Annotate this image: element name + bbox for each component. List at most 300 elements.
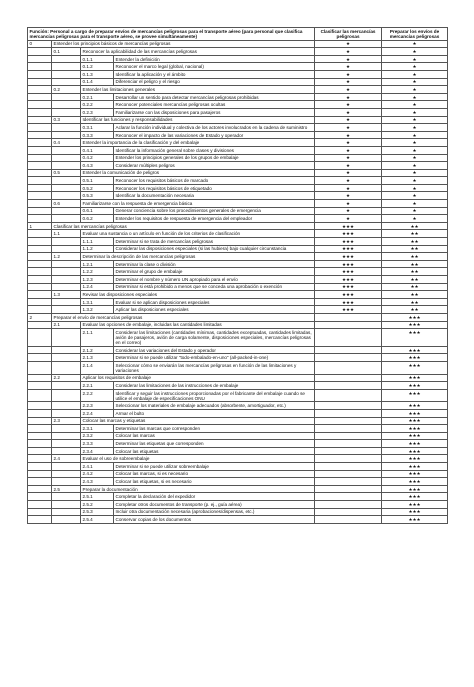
prepare-column-header: Preparar los envíos de mercancías peligrosas: [382, 28, 448, 41]
indent-cell: [28, 470, 52, 478]
table-row: [28, 177, 448, 185]
item-number: 1.1.1: [81, 238, 114, 246]
table-row: [28, 389, 448, 402]
item-number: 2.4.3: [81, 478, 114, 486]
indent-cell: [28, 108, 52, 116]
prepare-rating: ★: [382, 55, 448, 63]
classify-rating: [315, 516, 382, 524]
indent-cell: [52, 298, 81, 306]
prepare-rating: ★: [382, 86, 448, 94]
table-row: [28, 447, 448, 455]
table-row: [28, 321, 448, 329]
table-row: [28, 485, 448, 493]
table-row: [28, 501, 448, 509]
indent-cell: [52, 93, 81, 101]
item-description: Considerar múltiples peligros: [114, 162, 315, 170]
table-row: [28, 101, 448, 109]
classify-rating: ★: [315, 200, 382, 208]
item-description: Desarrollar un sentido para detectar mercancías peligrosas prohibidas: [114, 93, 315, 101]
item-number: 0.5.2: [81, 184, 114, 192]
table-row: [28, 425, 448, 433]
item-number: 1.2: [52, 253, 81, 261]
prepare-rating: ★★★: [382, 374, 448, 382]
indent-cell: [52, 463, 81, 471]
indent-cell: [28, 501, 52, 509]
item-description: Revisar las disposiciones especiales: [81, 291, 315, 299]
indent-cell: [52, 63, 81, 71]
indent-cell: [28, 245, 52, 253]
classify-rating: [315, 382, 382, 390]
table-row: [28, 283, 448, 291]
classify-rating: ★★★: [315, 268, 382, 276]
classify-rating: ★: [315, 124, 382, 132]
item-description: Reconocer los requisitos básicos de etiquetado: [114, 184, 315, 192]
table-row: [28, 516, 448, 524]
table-row: [28, 493, 448, 501]
indent-cell: [52, 192, 81, 200]
table-body: [28, 40, 448, 523]
classify-rating: ★: [315, 101, 382, 109]
prepare-rating: ★: [382, 131, 448, 139]
indent-cell: [52, 268, 81, 276]
table-row: [28, 455, 448, 463]
prepare-rating: ★: [382, 146, 448, 154]
indent-cell: [28, 463, 52, 471]
item-description: Familiarizarse con las disposiciones para pasajeros: [114, 108, 315, 116]
classify-rating: [315, 321, 382, 329]
indent-cell: [28, 382, 52, 390]
item-description: Identificar las funciones y responsabilidades: [81, 116, 315, 124]
table-row: [28, 329, 448, 347]
item-number: 2.3.1: [81, 425, 114, 433]
item-number: 2.5: [52, 485, 81, 493]
indent-cell: [28, 55, 52, 63]
item-description: Considerar las limitaciones de las instrucciones de embalaje: [114, 382, 315, 390]
indent-cell: [28, 478, 52, 486]
item-number: 0.2: [52, 86, 81, 94]
indent-cell: [28, 146, 52, 154]
table-row: [28, 313, 448, 321]
table-row: [28, 409, 448, 417]
item-number: 0.1.4: [81, 78, 114, 86]
indent-cell: [52, 329, 81, 347]
item-number: 0.1: [52, 48, 81, 56]
item-description: Entender los requisitos de respuesta de emergencia del empleador: [114, 215, 315, 223]
item-description: Clasificar las mercancías peligrosas: [52, 222, 315, 230]
item-description: Familiarizarse con la respuesta de emergencia básica: [81, 200, 315, 208]
prepare-rating: ★: [382, 108, 448, 116]
item-number: 0.6.1: [81, 207, 114, 215]
prepare-rating: ★: [382, 154, 448, 162]
item-description: Armar el bulto: [114, 409, 315, 417]
table-row: [28, 154, 448, 162]
table-row: [28, 245, 448, 253]
indent-cell: [28, 253, 52, 261]
item-number: 2.3: [52, 417, 81, 425]
prepare-rating: ★: [382, 215, 448, 223]
classify-rating: ★★★: [315, 238, 382, 246]
prepare-rating: ★: [382, 162, 448, 170]
classify-rating: [315, 455, 382, 463]
table-row: [28, 508, 448, 516]
item-description: Evaluar el uso de sobreembalaje: [81, 455, 315, 463]
classify-rating: [315, 354, 382, 362]
classify-rating: ★: [315, 192, 382, 200]
classify-rating: ★★★: [315, 253, 382, 261]
indent-cell: [28, 207, 52, 215]
table-row: [28, 86, 448, 94]
item-number: 2.3.4: [81, 447, 114, 455]
item-number: 0.2.2: [81, 101, 114, 109]
item-number: 0.5.3: [81, 192, 114, 200]
indent-cell: [52, 361, 81, 374]
classify-rating: ★: [315, 162, 382, 170]
item-number: 0.3.3: [81, 131, 114, 139]
prepare-rating: ★: [382, 192, 448, 200]
prepare-rating: ★★★: [382, 361, 448, 374]
item-description: Entender las limitaciones generales: [81, 86, 315, 94]
classify-rating: ★: [315, 86, 382, 94]
prepare-rating: ★★★: [382, 501, 448, 509]
indent-cell: [28, 417, 52, 425]
prepare-rating: ★★: [382, 260, 448, 268]
table-row: [28, 268, 448, 276]
table-row: [28, 124, 448, 132]
table-row: [28, 131, 448, 139]
table-row: [28, 162, 448, 170]
table-row: [28, 478, 448, 486]
item-description: Completar otros documentos de transporte (p. ej., guía aérea): [114, 501, 315, 509]
indent-cell: [28, 154, 52, 162]
indent-cell: [28, 508, 52, 516]
classify-rating: ★: [315, 131, 382, 139]
item-description: Completar la declaración del expedidor: [114, 493, 315, 501]
header-row: [28, 28, 448, 41]
prepare-rating: ★★★: [382, 382, 448, 390]
prepare-rating: ★★★: [382, 346, 448, 354]
indent-cell: [52, 493, 81, 501]
indent-cell: [52, 177, 81, 185]
indent-cell: [28, 409, 52, 417]
item-number: 2.3.3: [81, 440, 114, 448]
item-description: Determinar la clase o división: [114, 260, 315, 268]
classify-rating: ★: [315, 177, 382, 185]
prepare-rating: ★: [382, 200, 448, 208]
indent-cell: [28, 516, 52, 524]
table-row: [28, 291, 448, 299]
indent-cell: [52, 55, 81, 63]
item-description: Entender la importancia de la clasificación y del embalaje: [81, 139, 315, 147]
item-number: 0.2.1: [81, 93, 114, 101]
item-number: 0.1.2: [81, 63, 114, 71]
indent-cell: [52, 108, 81, 116]
item-description: Evaluar una sustancia o un artículo en función de los criterios de clasificación: [81, 230, 315, 238]
classify-rating: [315, 493, 382, 501]
indent-cell: [52, 124, 81, 132]
prepare-rating: ★★★: [382, 329, 448, 347]
item-number: 0.5: [52, 169, 81, 177]
item-description: Considerar las limitaciones (cantidades mínimas, cantidades exceptuadas, cantidades limitadas, avión de pasajeros, avión de carga solamente, disposiciones especiales, mercancías peligrosas en el correo): [114, 329, 315, 347]
indent-cell: [52, 508, 81, 516]
classify-rating: ★: [315, 169, 382, 177]
table-row: [28, 70, 448, 78]
prepare-rating: ★: [382, 63, 448, 71]
item-description: Entender la comunicación de peligros: [81, 169, 315, 177]
item-number: 2.5.3: [81, 508, 114, 516]
table-row: [28, 48, 448, 56]
indent-cell: [28, 63, 52, 71]
item-description: Reconocer el marco legal (global, nacional): [114, 63, 315, 71]
table-row: [28, 222, 448, 230]
indent-cell: [52, 447, 81, 455]
item-description: Colocar las marcas, si es necesario: [114, 470, 315, 478]
indent-cell: [28, 169, 52, 177]
classify-rating: [315, 361, 382, 374]
prepare-rating: ★★: [382, 276, 448, 284]
item-number: 2.2.4: [81, 409, 114, 417]
indent-cell: [28, 131, 52, 139]
indent-cell: [28, 455, 52, 463]
classify-rating: ★★★: [315, 230, 382, 238]
classify-rating: ★: [315, 63, 382, 71]
prepare-rating: ★★: [382, 283, 448, 291]
item-number: 2.2.1: [81, 382, 114, 390]
indent-cell: [28, 184, 52, 192]
prepare-rating: ★★★: [382, 470, 448, 478]
prepare-rating: ★★: [382, 238, 448, 246]
prepare-rating: ★★: [382, 222, 448, 230]
indent-cell: [52, 283, 81, 291]
prepare-rating: ★: [382, 184, 448, 192]
item-description: Entender los principios básicos de mercancías peligrosas: [52, 40, 315, 48]
item-number: 2.3.2: [81, 432, 114, 440]
table-row: [28, 238, 448, 246]
classify-rating: [315, 374, 382, 382]
item-number: 1.3: [52, 291, 81, 299]
classify-rating: [315, 463, 382, 471]
prepare-rating: ★★★: [382, 463, 448, 471]
item-number: 2.1.1: [81, 329, 114, 347]
prepare-rating: ★★★: [382, 417, 448, 425]
classify-rating: ★: [315, 108, 382, 116]
indent-cell: [52, 207, 81, 215]
indent-cell: [28, 402, 52, 410]
prepare-rating: ★★★: [382, 508, 448, 516]
indent-cell: [28, 268, 52, 276]
item-number: 0.3.1: [81, 124, 114, 132]
table-row: [28, 63, 448, 71]
indent-cell: [28, 298, 52, 306]
indent-cell: [28, 374, 52, 382]
prepare-rating: ★★: [382, 230, 448, 238]
item-number: 2.5.1: [81, 493, 114, 501]
item-number: 2.1.2: [81, 346, 114, 354]
table-row: [28, 108, 448, 116]
indent-cell: [52, 470, 81, 478]
classify-rating: [315, 501, 382, 509]
indent-cell: [28, 276, 52, 284]
indent-cell: [52, 402, 81, 410]
competency-table: [27, 27, 448, 524]
item-description: Determinar si se puede utilizar "todo-embalado-en-uno" (all-packed-in-one): [114, 354, 315, 362]
indent-cell: [28, 177, 52, 185]
classify-rating: ★★★: [315, 276, 382, 284]
item-description: Colocar las etiquetas, si es necesario: [114, 478, 315, 486]
classify-rating: [315, 485, 382, 493]
table-row: [28, 382, 448, 390]
table-row: [28, 116, 448, 124]
item-number: 1.3.1: [81, 298, 114, 306]
classify-column-header: Clasificar las mercancías peligrosas: [315, 28, 382, 41]
classify-rating: ★★★: [315, 222, 382, 230]
indent-cell: [28, 389, 52, 402]
item-description: Determinar el grupo de embalaje: [114, 268, 315, 276]
classify-rating: [315, 389, 382, 402]
item-description: Reconocer la aplicabilidad de las mercancías peligrosas: [81, 48, 315, 56]
indent-cell: [52, 215, 81, 223]
prepare-rating: ★★: [382, 306, 448, 314]
item-description: Seleccionar cómo se enviarán las mercancías peligrosas en función de las limitaciones y variaciones: [114, 361, 315, 374]
classify-rating: [315, 425, 382, 433]
table-row: [28, 40, 448, 48]
indent-cell: [52, 389, 81, 402]
table-row: [28, 276, 448, 284]
item-number: 0.1.1: [81, 55, 114, 63]
indent-cell: [28, 485, 52, 493]
table-row: [28, 354, 448, 362]
item-description: Diferenciar el peligro y el riesgo: [114, 78, 315, 86]
prepare-rating: ★★★: [382, 432, 448, 440]
table-row: [28, 184, 448, 192]
classify-rating: [315, 346, 382, 354]
indent-cell: [28, 283, 52, 291]
prepare-rating: ★: [382, 207, 448, 215]
indent-cell: [28, 361, 52, 374]
classify-rating: ★: [315, 40, 382, 48]
classify-rating: ★: [315, 146, 382, 154]
table-row: [28, 207, 448, 215]
prepare-rating: ★★★: [382, 455, 448, 463]
item-description: Identificar la documentación necesaria: [114, 192, 315, 200]
classify-rating: ★: [315, 184, 382, 192]
classify-rating: [315, 478, 382, 486]
indent-cell: [28, 200, 52, 208]
item-description: Considerar las variaciones del Estado y operador: [114, 346, 315, 354]
prepare-rating: ★: [382, 116, 448, 124]
indent-cell: [28, 162, 52, 170]
indent-cell: [28, 70, 52, 78]
item-description: Preparar la documentación: [81, 485, 315, 493]
indent-cell: [28, 440, 52, 448]
item-description: Generar conciencia sobre los procedimientos generales de emergencia: [114, 207, 315, 215]
prepare-rating: ★★★: [382, 485, 448, 493]
item-number: 0.6.2: [81, 215, 114, 223]
indent-cell: [28, 124, 52, 132]
indent-cell: [28, 139, 52, 147]
prepare-rating: ★: [382, 40, 448, 48]
indent-cell: [28, 493, 52, 501]
classify-rating: [315, 447, 382, 455]
table-row: [28, 253, 448, 261]
indent-cell: [52, 346, 81, 354]
item-description: Aclarar la función individual y colectiva de los actores involucrados en la cadena de suministro: [114, 124, 315, 132]
item-number: 0.3: [52, 116, 81, 124]
prepare-rating: ★★★: [382, 389, 448, 402]
indent-cell: [52, 245, 81, 253]
item-description: Colocar las marcas: [114, 432, 315, 440]
item-number: 2.1: [52, 321, 81, 329]
item-description: Aplicar los requisitos de embalaje: [81, 374, 315, 382]
classify-rating: ★★★: [315, 298, 382, 306]
classify-rating: [315, 508, 382, 516]
table-row: [28, 93, 448, 101]
item-number: 0.4.1: [81, 146, 114, 154]
indent-cell: [52, 409, 81, 417]
prepare-rating: ★: [382, 70, 448, 78]
indent-cell: [52, 101, 81, 109]
indent-cell: [28, 447, 52, 455]
indent-cell: [52, 478, 81, 486]
prepare-rating: ★: [382, 177, 448, 185]
indent-cell: [52, 154, 81, 162]
prepare-rating: ★★: [382, 291, 448, 299]
item-number: 2.1.4: [81, 361, 114, 374]
classify-rating: ★: [315, 55, 382, 63]
table-row: [28, 463, 448, 471]
table-row: [28, 260, 448, 268]
classify-rating: ★: [315, 93, 382, 101]
item-description: Determinar las marcas que corresponden: [114, 425, 315, 433]
classify-rating: ★★★: [315, 260, 382, 268]
item-description: Determinar si está prohibido a menos que se conceda una aprobación o exención: [114, 283, 315, 291]
indent-cell: [52, 276, 81, 284]
indent-cell: [28, 329, 52, 347]
item-description: Preparar el envío de mercancías peligrosas: [52, 313, 315, 321]
indent-cell: [52, 306, 81, 314]
indent-cell: [52, 516, 81, 524]
indent-cell: [28, 425, 52, 433]
indent-cell: [52, 78, 81, 86]
item-number: 1.1.2: [81, 245, 114, 253]
table-row: [28, 432, 448, 440]
prepare-rating: ★: [382, 169, 448, 177]
item-description: Determinar si se puede utilizar sobreembalaje: [114, 463, 315, 471]
item-description: Determinar si se trata de mercancías peligrosas: [114, 238, 315, 246]
indent-cell: [52, 354, 81, 362]
item-number: 1.2.2: [81, 268, 114, 276]
item-number: 0.4.2: [81, 154, 114, 162]
item-number: 0: [28, 40, 52, 48]
item-number: 1: [28, 222, 52, 230]
prepare-rating: ★★★: [382, 313, 448, 321]
indent-cell: [52, 260, 81, 268]
indent-cell: [28, 116, 52, 124]
indent-cell: [28, 101, 52, 109]
item-description: Evaluar si se aplican disposiciones especiales: [114, 298, 315, 306]
item-number: 0.5.1: [81, 177, 114, 185]
table-row: [28, 139, 448, 147]
item-number: 0.4: [52, 139, 81, 147]
prepare-rating: ★★★: [382, 478, 448, 486]
table-row: [28, 361, 448, 374]
indent-cell: [52, 70, 81, 78]
classify-rating: [315, 409, 382, 417]
indent-cell: [28, 78, 52, 86]
indent-cell: [28, 291, 52, 299]
classify-rating: [315, 402, 382, 410]
item-description: Determinar el nombre y número UN apropiado para el envío: [114, 276, 315, 284]
item-number: 2.5.2: [81, 501, 114, 509]
